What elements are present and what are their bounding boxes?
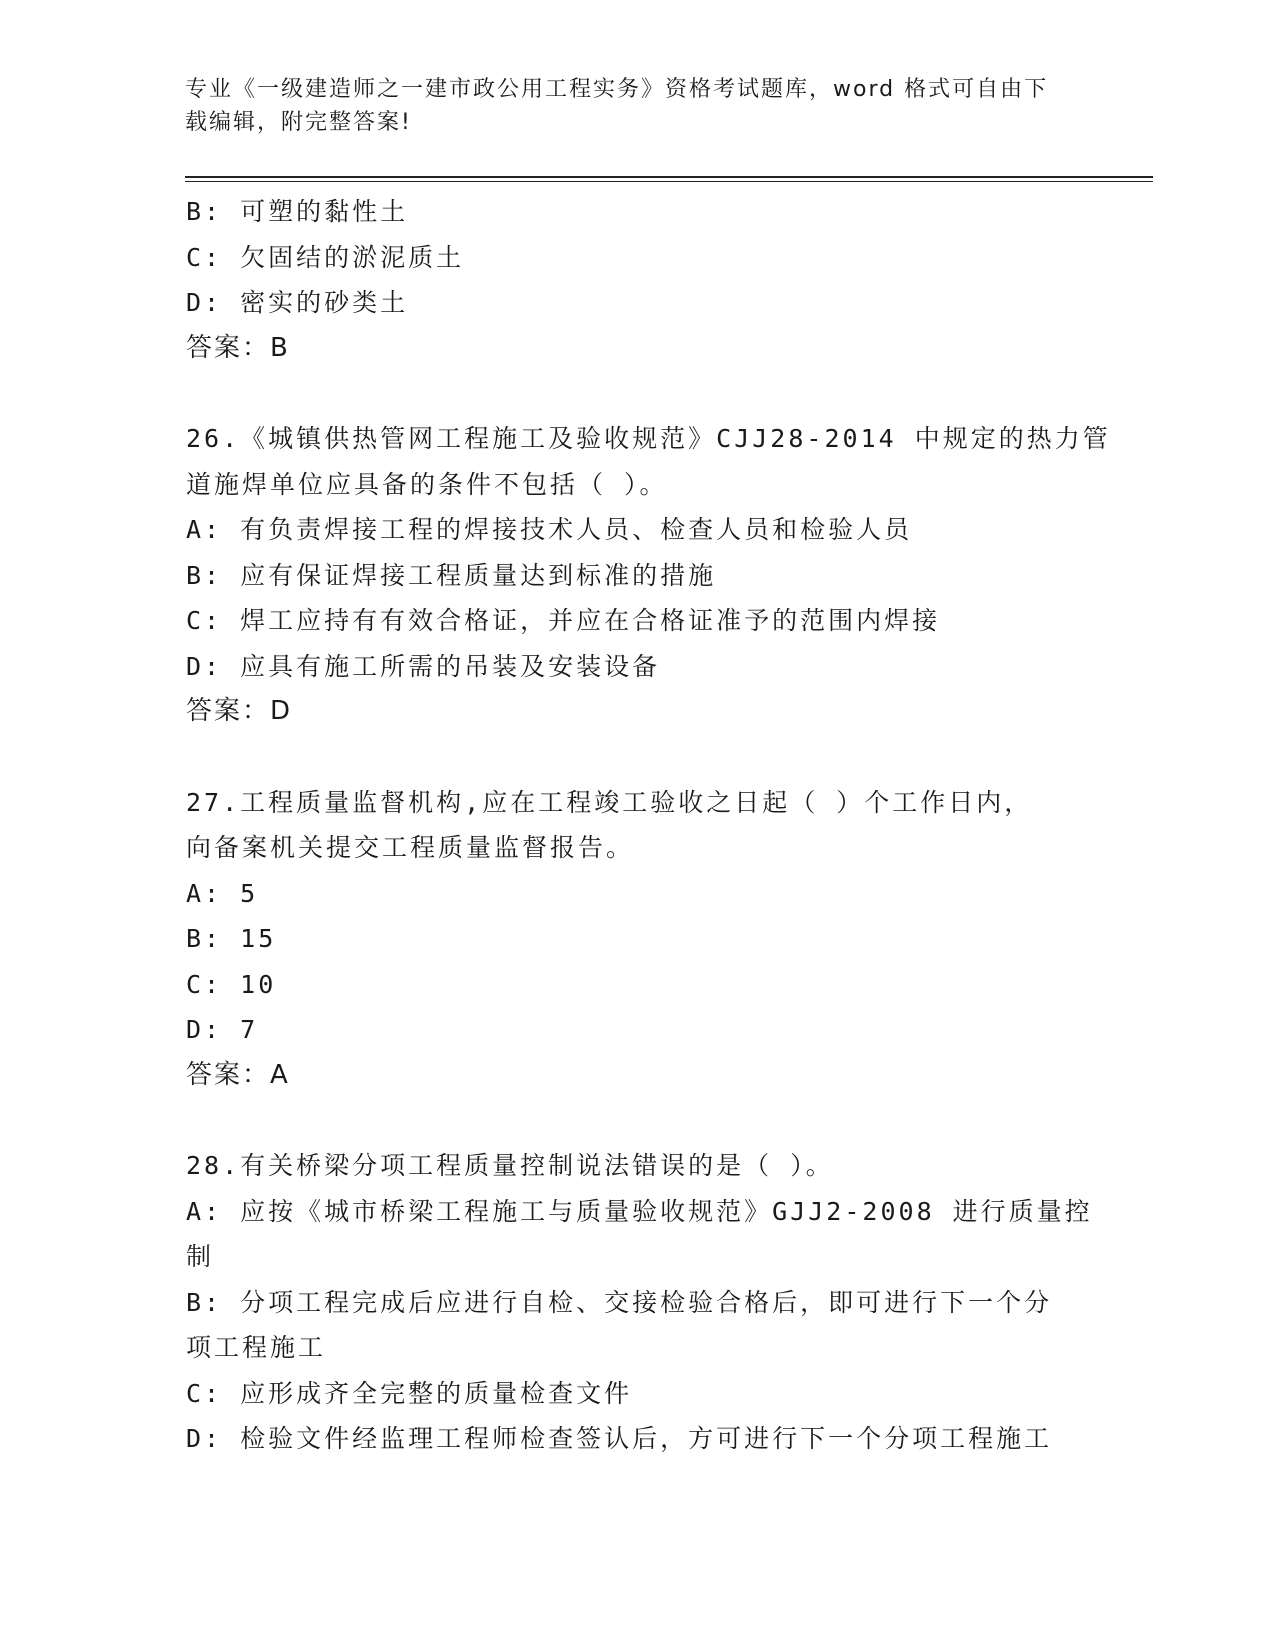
header-divider-thin: [185, 181, 1153, 182]
option-c: C: 欠固结的淤泥质土: [186, 242, 465, 272]
option-a: A: 5: [186, 878, 259, 908]
question-stem: 27.工程质量监督机构,应在工程竣工验收之日起（ ）个工作日内，: [186, 787, 1033, 817]
option-b-cont: 项工程施工: [186, 1333, 327, 1362]
question-26: [186, 416, 1111, 735]
option-b: B: 可塑的黏性土: [186, 197, 409, 226]
option-a: A: 应按《城市桥梁工程施工与质量验收规范》GJJ2-2008 进行质量控: [186, 1196, 1093, 1226]
answer: 答案：D: [186, 696, 293, 726]
option-b: B: 应有保证焊接工程质量达到标准的措施: [186, 560, 717, 590]
question-stem-cont: 向备案机关提交工程质量监督报告。: [186, 833, 635, 862]
option-d: D: 检验文件经监理工程师检查签认后，方可进行下一个分项工程施工: [186, 1424, 1053, 1453]
option-a-cont: 制: [186, 1242, 215, 1271]
answer: 答案：A: [186, 1059, 290, 1090]
document-header: [185, 73, 1085, 139]
question-stem: 26.《城镇供热管网工程施工及验收规范》CJJ28-2014 中规定的热力管: [186, 424, 1111, 453]
question-stem: 28.有关桥梁分项工程质量控制说法错误的是（ ）。: [186, 1151, 834, 1180]
question-27: [186, 780, 1086, 1099]
option-d: D: 应具有施工所需的吊装及安装设备: [186, 651, 661, 681]
option-b: B: 15: [186, 924, 277, 953]
option-d: D: 7: [186, 1015, 259, 1044]
question-28: [186, 1143, 1093, 1462]
question-content: [186, 189, 1111, 1462]
option-b: B: 分项工程完成后应进行自检、交接检验合格后，即可进行下一个分: [186, 1287, 1053, 1317]
question-stem-cont: 道施焊单位应具备的条件不包括（ ）。: [186, 469, 668, 499]
option-c: C: 应形成齐全完整的质量检查文件: [186, 1378, 633, 1408]
question-25: [186, 189, 1086, 371]
header-line-2: 载编辑，附完整答案!: [185, 110, 412, 135]
header-divider-thick: [185, 176, 1153, 178]
header-line-1: 专业《一级建造师之一建市政公用工程实务》资格考试题库，word 格式可自由下: [185, 77, 1049, 102]
option-d: D: 密实的砂类土: [186, 288, 409, 317]
option-c: C: 10: [186, 969, 277, 999]
option-c: C: 焊工应持有有效合格证，并应在合格证准予的范围内焊接: [186, 606, 941, 635]
answer: 答案：B: [186, 332, 290, 363]
option-a: A: 有负责焊接工程的焊接技术人员、检查人员和检验人员: [186, 515, 913, 544]
